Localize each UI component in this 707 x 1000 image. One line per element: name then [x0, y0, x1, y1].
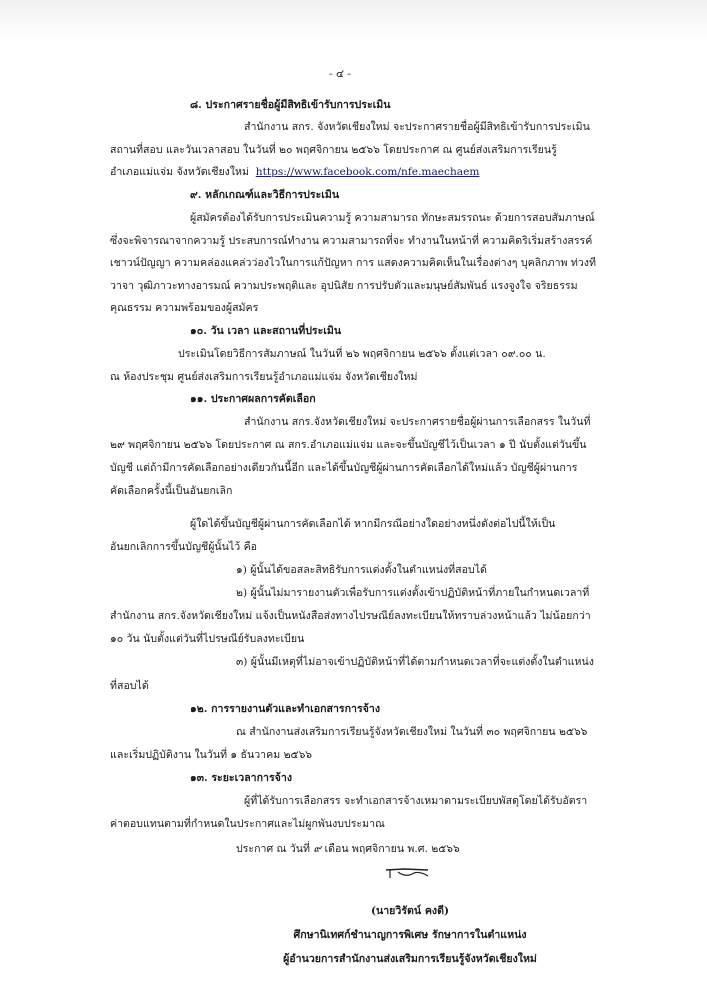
section-13-line-2: ค่าตอบแทนตามที่กำหนดในประกาศและไม่ผูกพันงบประมาณ: [110, 818, 385, 830]
section-9-line-1: ผู้สมัครต้องได้รับการประเมินความรู้ ความสามารถ ทักษะสมรรถนะ ด้วยการสอบสัมภาษณ์: [190, 212, 595, 224]
section-11-item-3: ๓) ผู้นั้นมีเหตุที่ไม่อาจเข้าปฏิบัติหน้าที่ได้ตามกำหนดเวลาที่จะแต่งตั้งในตำแหน่ง: [236, 656, 594, 668]
section-9-line-5: คุณธรรม ความพร้อมของผู้สมัคร: [110, 302, 259, 314]
section-8-line-3: [110, 165, 479, 179]
section-10-line-1: ประเมินโดยวิธีการสัมภาษณ์ ในวันที่ ๒๖ พฤศจิกายน ๒๕๖๖ ตั้งแต่เวลา ๐๙.๐๐ น.: [178, 348, 546, 360]
section-8-line-2: สถานที่สอบ และวันเวลาสอบ ในวันที่ ๒๐ พฤศจิกายน ๒๕๖๖ โดยประกาศ ณ ศูนย์ส่งเสริมการเรียนรู้: [110, 144, 557, 156]
announcement-suffix: เดือน พฤศจิกายน พ.ศ. ๒๕๖๖: [324, 843, 460, 855]
scan-shadow: [0, 0, 707, 40]
signature-image: [384, 862, 432, 882]
signatory-name: (นายวิรัตน์ คงดี): [370, 905, 449, 917]
section-11-heading: ๑๑. ประกาศผลการคัดเลือก: [190, 393, 316, 405]
section-9-line-3: เชาวน์ปัญญา ความคล่องแคล่วว่องไวในการแก้ปัญหา การ แสดงความคิดเห็นในเรื่องต่างๆ บุคลิกภาพ ท่วงที: [110, 257, 596, 269]
section-11-item-3-cont: ที่สอบได้: [110, 680, 149, 692]
section-11-line-1: สำนักงาน สกร.จังหวัดเชียงใหม่ จะประกาศรายชื่อผู้ผ่านการเลือกสรร ในวันที่: [244, 416, 591, 428]
section-11-item-2: ๒) ผู้นั้นไม่มารายงานตัวเพื่อรับการแต่งตั้งเข้าปฏิบัติหน้าที่ภายในกำหนดเวลาที่: [236, 587, 590, 599]
announcement-day: ๙: [313, 843, 322, 855]
section-11-line-3: บัญชี แต่ถ้ามีการคัดเลือกอย่างเดียวกันนี้อีก และได้ขึ้นบัญชีผู้ผ่านการคัดเลือกได้ใหม่แล้ว บัญชีผู้ผ่านการ: [110, 462, 578, 474]
announcement-prefix: ประกาศ ณ วันที่: [236, 843, 310, 855]
section-12-heading: ๑๒. การรายงานตัวและทำเอกสารการจ้าง: [190, 703, 380, 715]
section-11-line-6: อันยกเลิกการขึ้นบัญชีผู้นั้นไว้ คือ: [110, 541, 258, 553]
section-13-line-1: ผู้ที่ได้รับการเลือกสรร จะทำเอกสารจ้างเหมาตามระเบียบพัสดุโดยได้รับอัตรา: [244, 795, 588, 807]
section-12-line-2: และเริ่มปฏิบัติงาน ในวันที่ ๑ ธันวาคม ๒๕๖๖: [110, 749, 313, 761]
announcement-date: [236, 842, 460, 856]
section-11-line-5: ผู้ใดได้ขึ้นบัญชีผู้ผ่านการคัดเลือกได้ หากมีกรณีอย่างใดอย่างหนึ่งดังต่อไปนี้ให้เป็น: [190, 518, 556, 530]
section-8-heading: ๘. ประกาศรายชื่อผู้มีสิทธิเข้ารับการประเมิน: [190, 99, 391, 111]
section-10-heading: ๑๐. วัน เวลา และสถานที่ประเมิน: [190, 325, 342, 337]
section-9-line-2: ซึ่งจะพิจารณาจากความรู้ ประสบการณ์ทำงาน ความสามารถที่จะ ทำงานในหน้าที่ ความคิดริเริ่มสร้างสรรค์: [110, 235, 593, 247]
section-11-item-2-cont-2: ๑๐ วัน นับตั้งแต่วันที่ไปรษณีย์รับลงทะเบียน: [110, 633, 305, 645]
signatory-position: ศึกษานิเทศก์ชำนาญการพิเศษ รักษาการในตำแหน่ง: [293, 929, 527, 941]
section-12-line-1: ณ สำนักงานส่งเสริมการเรียนรู้จังหวัดเชียงใหม่ ในวันที่ ๓๐ พฤศจิกายน ๒๕๖๖: [236, 726, 588, 738]
section-11-line-2: ๒๙ พฤศจิกายน ๒๕๖๖ โดยประกาศ ณ สกร.อำเภอแม่แจ่ม และจะขึ้นบัญชีไว้เป็นเวลา ๑ ปี นับตั้งแต่วันขึ้น: [110, 439, 587, 451]
section-13-heading: ๑๓. ระยะเวลาการจ้าง: [190, 772, 293, 784]
section-9-line-4: วาจา วุฒิภาวะทางอารมณ์ ความประพฤติและ อุปนิสัย การปรับตัวและมนุษย์สัมพันธ์ แรงจูงใจ จริยธรรม: [110, 280, 578, 292]
section-11-line-4: คัดเลือกครั้งนี้เป็นอันยกเลิก: [110, 485, 233, 497]
section-8-line-1: สำนักงาน สกร. จังหวัดเชียงใหม่ จะประกาศรายชื่อผู้มีสิทธิเข้ารับการประเมิน: [244, 121, 590, 133]
page-number: - ๔ -: [329, 68, 351, 80]
signatory-office: ผู้อำนวยการสำนักงานส่งเสริมการเรียนรู้จังหวัดเชียงใหม่: [283, 953, 537, 965]
facebook-link[interactable]: https://www.facebook.com/nfe.maechaem: [255, 166, 480, 178]
section-11-item-2-cont-1: สำนักงาน สกร.จังหวัดเชียงใหม่ แจ้งเป็นหนังสือส่งทางไปรษณีย์ลงทะเบียนให้ทราบล่วงหน้าแล้ว ไม่น้อยกว่า: [110, 610, 591, 622]
section-8-line-3-text: อำเภอแม่แจ่ม จังหวัดเชียงใหม่: [110, 166, 249, 178]
section-9-heading: ๙. หลักเกณฑ์และวิธีการประเมิน: [190, 189, 340, 201]
section-11-item-1: ๑) ผู้นั้นได้ขอสละสิทธิรับการแต่งตั้งในตำแหน่งที่สอบได้: [236, 564, 487, 576]
section-10-line-2: ณ ห้องประชุม ศูนย์ส่งเสริมการเรียนรู้อำเภอแม่แจ่ม จังหวัดเชียงใหม่: [110, 371, 418, 383]
